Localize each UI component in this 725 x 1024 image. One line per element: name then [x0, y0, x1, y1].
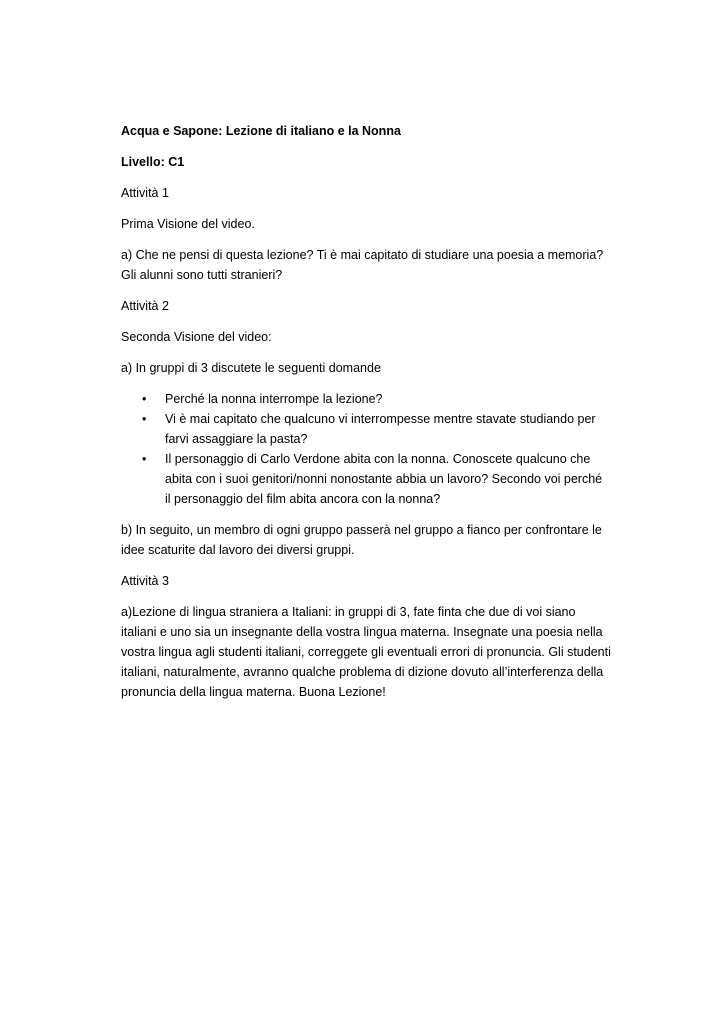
- activity-3-heading: Attività 3: [121, 574, 169, 588]
- list-item: [121, 389, 611, 409]
- list-item: [121, 409, 611, 449]
- bullet-icon: •: [142, 392, 147, 406]
- activity-1-heading: Attività 1: [121, 186, 169, 200]
- level-label: Livello: C1: [121, 155, 185, 169]
- activity-1-question-a: a) Che ne pensi di questa lezione? Ti è mai capitato di studiare una poesia a memoria? Gli alunni sono tutti stranieri?: [121, 248, 604, 282]
- document-title: Acqua e Sapone: Lezione di italiano e la Nonna: [121, 124, 401, 138]
- list-item-text: Il personaggio di Carlo Verdone abita con la nonna. Conoscete qualcuno che abita con i suoi genitori/nonni nonostante abbia un lavoro? Secondo voi perché il personaggio del film abita ancora con la nonna?: [165, 452, 603, 506]
- list-item: [121, 449, 611, 509]
- activity-2-intro: Seconda Visione del video:: [121, 330, 272, 344]
- activity-2-question-b: b) In seguito, un membro di ogni gruppo passerà nel gruppo a fianco per confrontare le idee scaturite dal lavoro dei diversi gruppi.: [121, 523, 602, 557]
- activity-2-question-a: a) In gruppi di 3 discutete le seguenti domande: [121, 361, 381, 375]
- document-page: [121, 121, 611, 713]
- discussion-questions-list: [121, 389, 611, 509]
- bullet-icon: •: [142, 412, 147, 426]
- activity-2-heading: Attività 2: [121, 299, 169, 313]
- bullet-icon: •: [142, 452, 147, 466]
- activity-1-intro: Prima Visione del video.: [121, 217, 255, 231]
- list-item-text: Vi è mai capitato che qualcuno vi interrompesse mentre stavate studiando per farvi assaggiare la pasta?: [165, 412, 596, 446]
- activity-3-question-a: a)Lezione di lingua straniera a Italiani: in gruppi di 3, fate finta che due di voi siano italiani e uno sia un insegnante della vostra lingua materna. Insegnate una poesia nella vostra lingua agli studenti italiani, correggete gli eventuali errori di pronuncia. Gli studenti italiani, naturalmente, avranno qualche problema di dizione dovuto all’interferenza della pronuncia della lingua materna. Buona Lezione!: [121, 605, 611, 699]
- list-item-text: Perché la nonna interrompe la lezione?: [165, 392, 383, 406]
